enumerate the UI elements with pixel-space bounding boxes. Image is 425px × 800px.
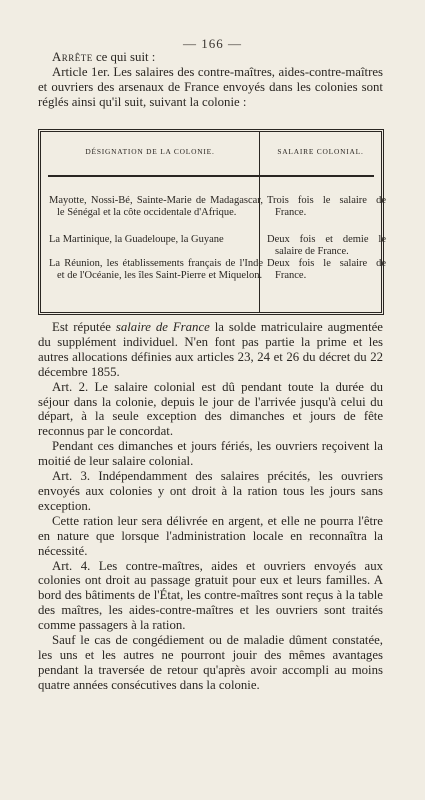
paragraph-article-2: Art. 2. Le salaire colonial est dû pendant toute la durée du séjour dans la colonie, depuis le jour de l'arrivée jusqu'à celui du départ, à la seule exception des dimanches et jours de fête reconnus par le concordat. xyxy=(38,379,383,439)
table-row-2-colony: La Martinique, la Guadeloupe, la Guyane xyxy=(49,234,224,245)
arrete-word: Arrête xyxy=(52,50,93,64)
table-header-colony: DÉSIGNATION DE LA COLONIE. xyxy=(85,147,215,156)
paragraph-1 xyxy=(38,320,383,380)
table-row-1-colony: Mayotte, Nossi-Bé, Sainte-Marie de Madagascar, le Sénégal et la côte occidentale d'Afrique. xyxy=(49,195,263,219)
intro-rest: ce qui suit : xyxy=(92,50,156,64)
article-1: Article 1er. Les salaires des contre-maîtres, aides-contre-maîtres et ouvriers des arsenaux de France envoyés dans les colonies sont réglés ainsi qu'il suit, suivant la colonie : xyxy=(38,64,383,109)
paragraph-7: Sauf le cas de congédiement ou de maladie dûment constatée, les uns et les autres ne pourront jouir des mêmes avantages pendant la traversée de retour qu'après avoir accompli au moins quatre années consécutives dans la colonie. xyxy=(38,633,383,692)
table-column-divider xyxy=(259,132,260,312)
table-row-3-salary: Deux fois le salaire de France. xyxy=(267,258,386,282)
table-header-rule xyxy=(48,175,374,177)
page-number: — 166 — xyxy=(183,36,242,51)
table-row-3-colony: La Réunion, les établissements français de l'Inde et de l'Océanie, les îles Saint-Pierre et Miquelon. xyxy=(49,258,263,282)
paragraph-article-3: Art. 3. Indépendamment des salaires précités, les ouvriers envoyés aux colonies y ont droit à la ration tous les jours sans exception. xyxy=(38,469,383,513)
table-header-salary: SALAIRE COLONIAL. xyxy=(277,147,364,156)
intro-block xyxy=(38,50,383,110)
table-row-1-salary: Trois fois le salaire de France. xyxy=(267,195,386,219)
paragraph-3: Pendant ces dimanches et jours fériés, les ouvriers reçoivent la moitié de leur salaire colonial. xyxy=(38,439,383,469)
paragraph-1-emphasis: salaire de France xyxy=(115,320,210,334)
intro-line xyxy=(38,50,383,65)
paragraph-article-4: Art. 4. Les contre-maîtres, aides et ouvriers envoyés aux colonies ont droit au passage gratuit pour eux et leurs familles. A bord des bâtiments de l'État, les contre-maîtres sont reçus à la table des maîtres, les aides-contre-maîtres et les ouvriers sont traités comme passagers à la ration. xyxy=(38,558,383,633)
body-text xyxy=(38,320,383,693)
paragraph-1-end: la solde matriculaire augmentée du supplément individuel. N'en font pas partie la prime et les autres allocations définies aux articles 23, 24 et 26 du décret du 22 décembre 1855. xyxy=(38,320,383,379)
paragraph-1-start: Est réputée xyxy=(52,320,116,334)
salary-table xyxy=(38,129,384,315)
paragraph-5: Cette ration leur sera délivrée en argent, et elle ne pourra l'être en nature que lorsque l'administration locale en reconnaîtra la nécessité. xyxy=(38,513,383,558)
table-row-2-salary: Deux fois et demie le salaire de France. xyxy=(267,234,386,258)
